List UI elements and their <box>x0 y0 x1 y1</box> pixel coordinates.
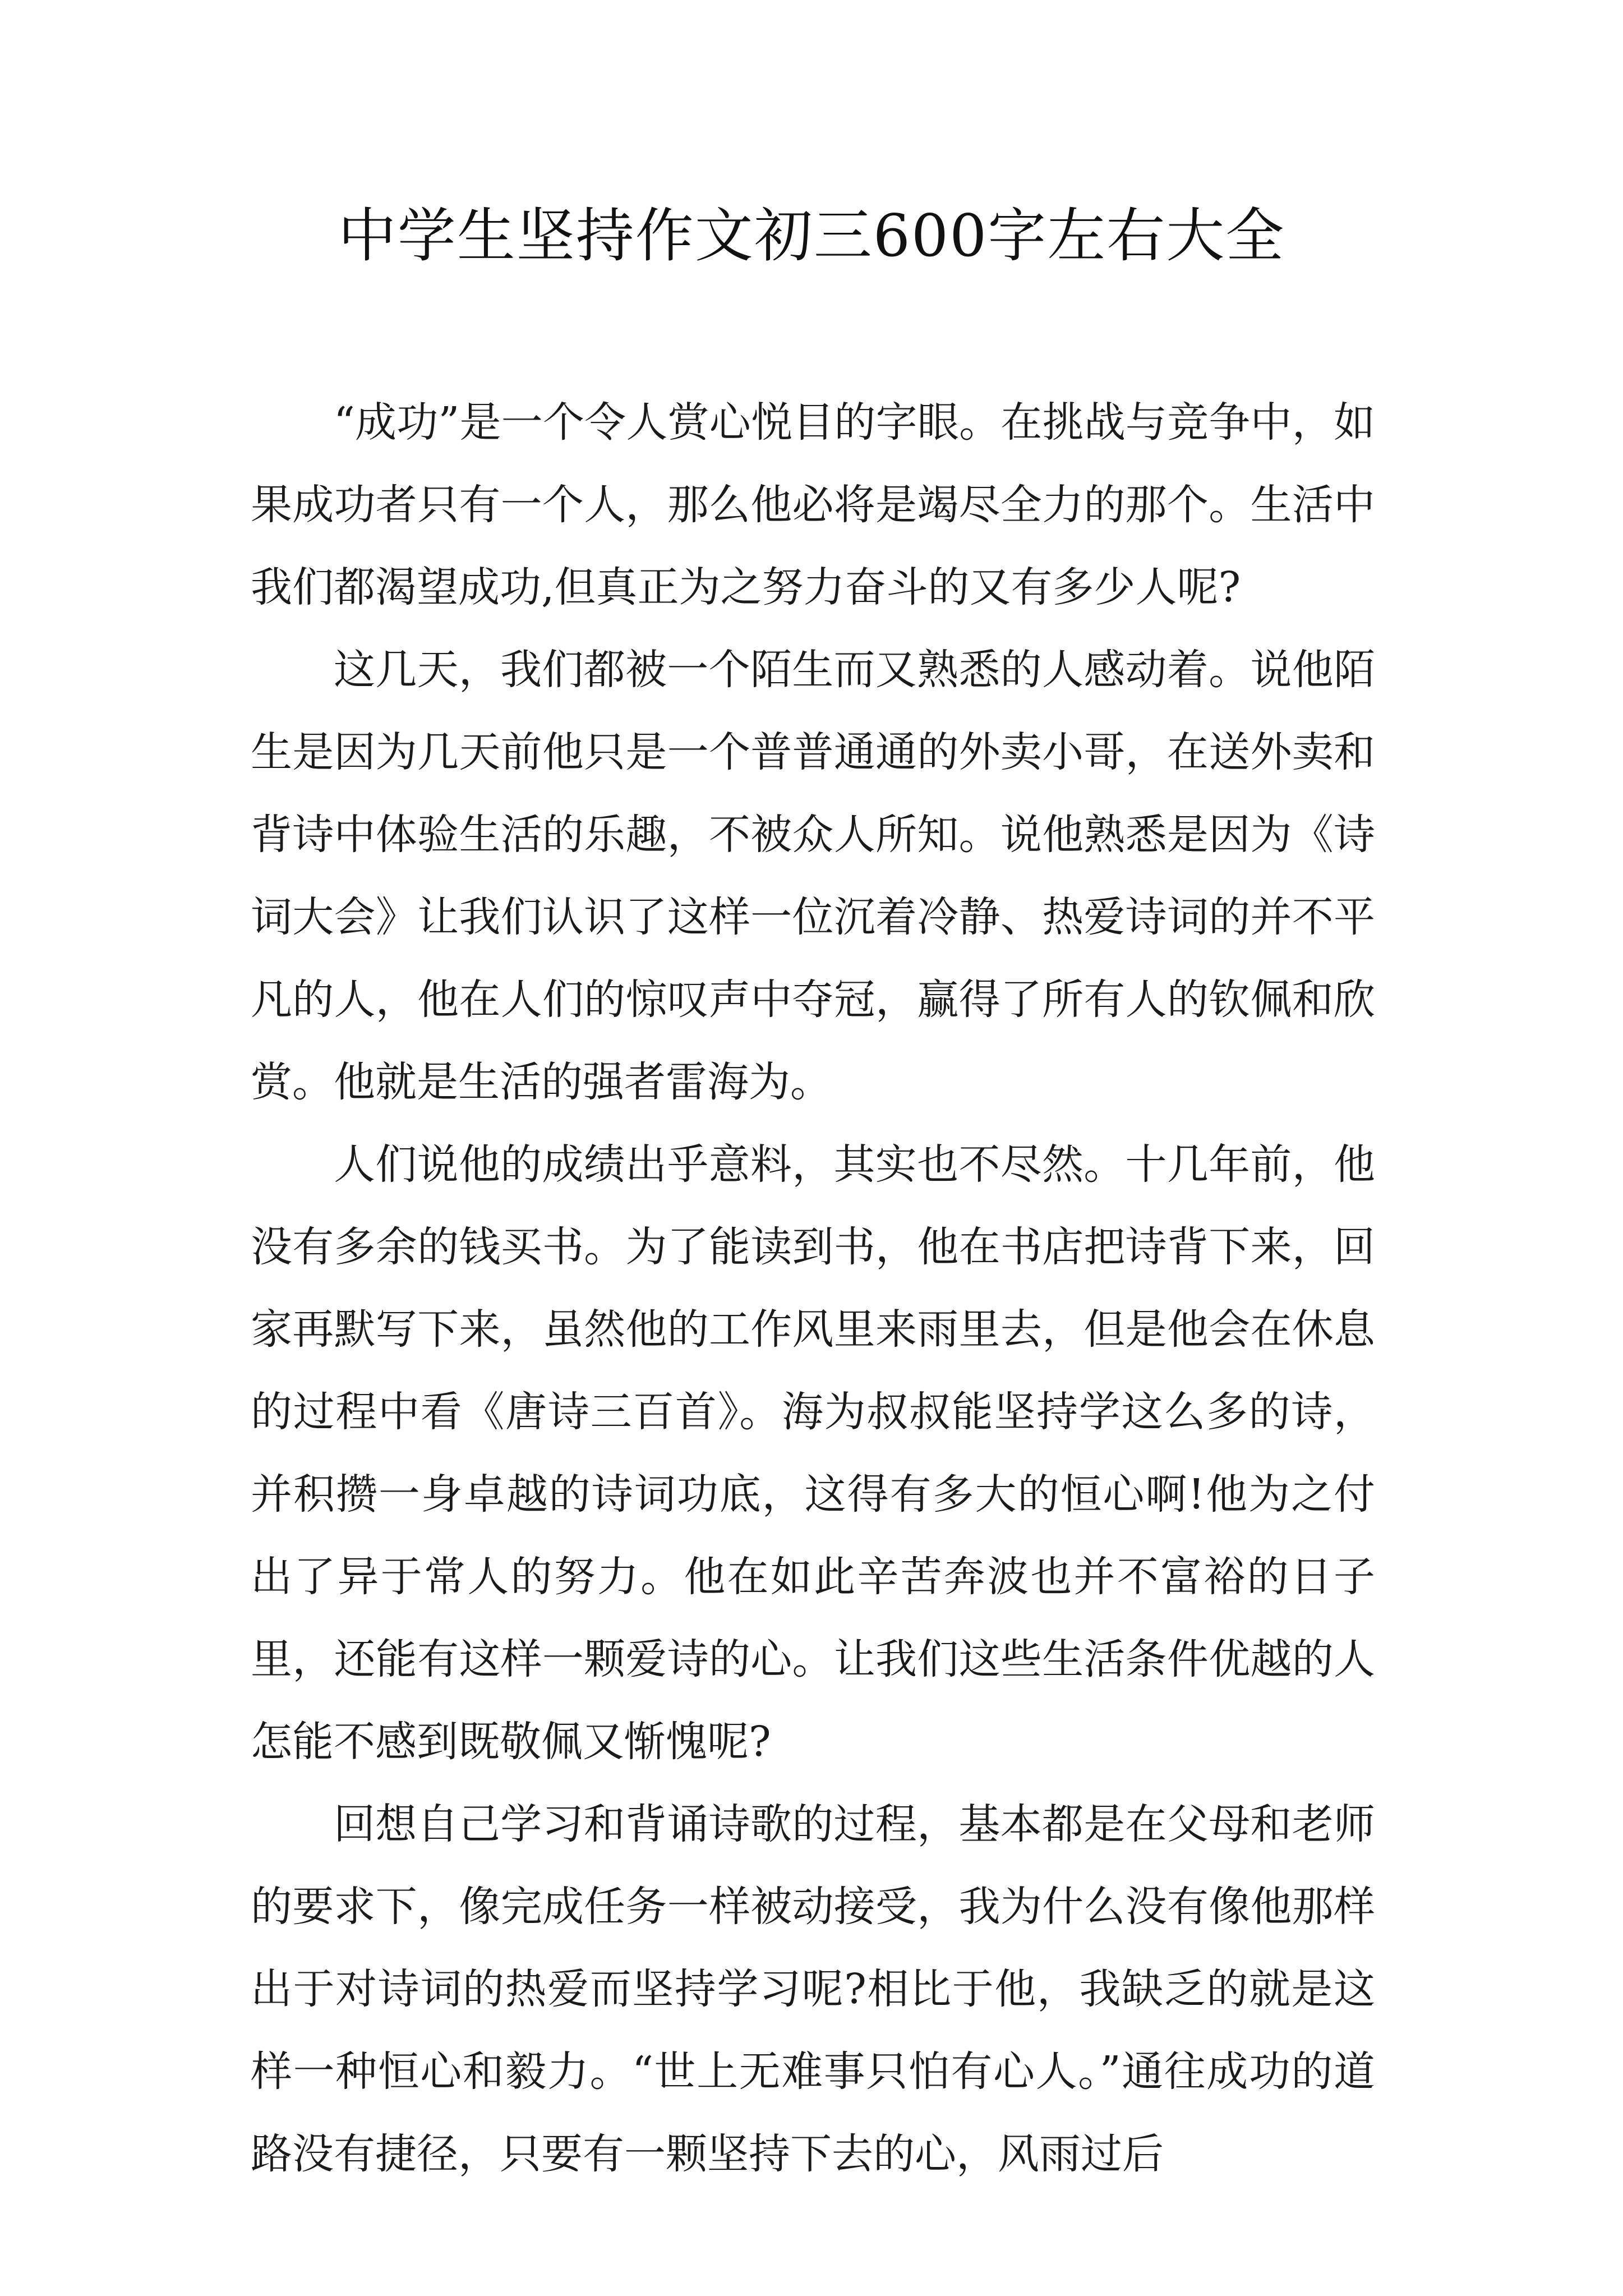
paragraph: 人们说他的成绩出乎意料，其实也不尽然。十几年前，他没有多余的钱买书。为了能读到书，他在书店把诗背下来，回家再默写下来，虽然他的工作风里来雨里去，但是他会在休息的过程中看《唐诗三百首》。海为叔叔能坚持学这么多的诗，并积攒一身卓越的诗词功底，这得有多大的恒心啊!他为之付出了异于常人的努力。他在如此辛苦奔波也并不富裕的日子里，还能有这样一颗爱诗的心。让我们这些生活条件优越的人怎能不感到既敬佩又惭愧呢? <box>251 1140 1375 1766</box>
paragraph: “成功”是一个令人赏心悦目的字眼。在挑战与竞争中，如果成功者只有一个人，那么他必将是竭尽全力的那个。生活中我们都渴望成功,但真正为之努力奋斗的又有多少人呢? <box>251 398 1375 611</box>
document-title: 中学生坚持作文初三600字左右大全 <box>338 201 1285 270</box>
paragraph: 这几天，我们都被一个陌生而又熟悉的人感动着。说他陌生是因为几天前他只是一个普普通通的外卖小哥，在送外卖和背诗中体验生活的乐趣，不被众人所知。说他熟悉是因为《诗词大会》让我们认识了这样一位沉着冷静、热爱诗词的并不平凡的人，他在人们的惊叹声中夺冠，赢得了所有人的钦佩和欣赏。他就是生活的强者雷海为。 <box>251 646 1375 1106</box>
document-body <box>251 381 1375 2196</box>
paragraph: 回想自己学习和背诵诗歌的过程，基本都是在父母和老师的要求下，像完成任务一样被动接受，我为什么没有像他那样出于对诗词的热爱而坚持学习呢?相比于他，我缺乏的就是这样一种恒心和毅力。“世上无难事只怕有心人。”通往成功的道路没有捷径，只要有一颗坚持下去的心，风雨过后 <box>251 1800 1375 2178</box>
